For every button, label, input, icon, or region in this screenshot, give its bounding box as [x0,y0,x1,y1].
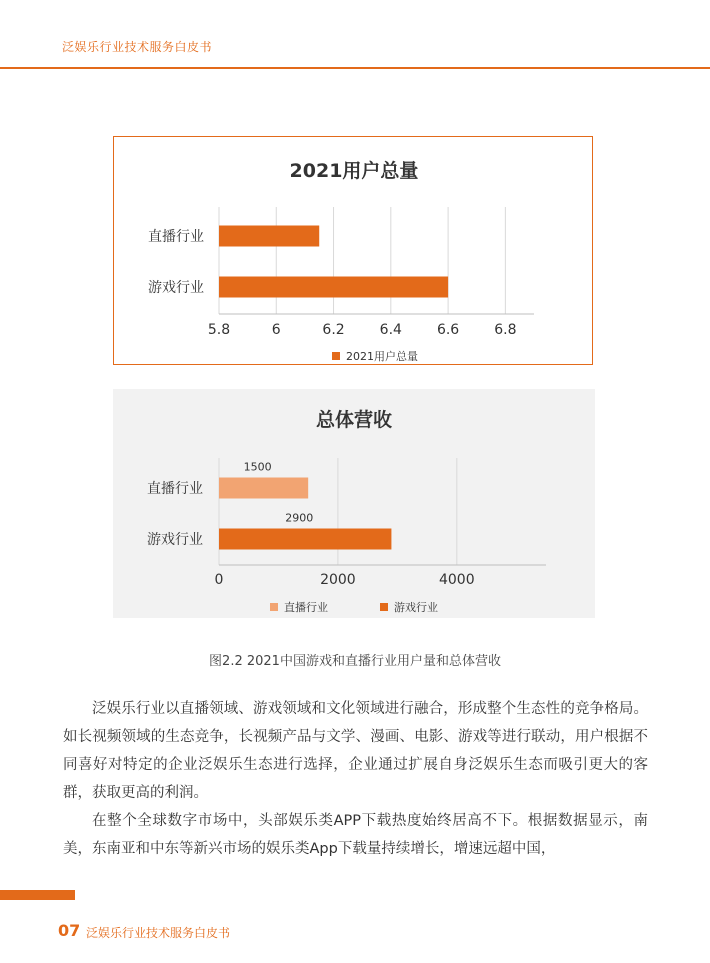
bar [219,277,448,298]
revenue-chart [113,389,595,618]
category-label: 游戏行业 [148,280,204,296]
page-number: 07 [58,921,81,940]
x-tick-label: 5.8 [207,322,231,338]
paragraph-2: 在整个全球数字市场中，头部娱乐类APP下载热度始终居高不下。根据数据显示，南美，东南亚和中东等新兴市场的娱乐类App下载量持续增长，增速远超中国， [63,813,648,857]
x-tick-label: 6.6 [436,322,460,338]
bar [219,529,391,550]
user-total-chart-svg [114,137,594,366]
bar [219,226,319,247]
revenue-chart-svg [113,389,595,618]
legend-label: 2021用户总量 [346,350,418,363]
legend-swatch [380,603,388,611]
chart-title: 2021用户总量 [289,160,419,182]
header-rule [0,67,710,69]
x-tick-label: 4000 [438,572,475,588]
data-label: 2900 [285,511,314,525]
legend-label: 游戏行业 [394,601,438,614]
legend-swatch [270,603,278,611]
bar [219,478,308,499]
chart-title: 总体营收 [315,409,393,431]
data-label: 1500 [243,460,272,474]
x-tick-label: 6.8 [494,322,517,338]
x-tick-label: 6 [271,322,281,338]
user-total-chart [113,136,593,365]
header-title: 泛娱乐行业技术服务白皮书 [62,40,213,54]
x-tick-label: 6.4 [379,322,402,338]
category-label: 直播行业 [148,229,204,245]
footer-title: 泛娱乐行业技术服务白皮书 [86,926,231,940]
legend-label: 直播行业 [284,601,328,614]
x-tick-label: 0 [214,572,224,588]
paragraph-1: 泛娱乐行业以直播领域、游戏领域和文化领域进行融合，形成整个生态性的竞争格局。如长视频领域的生态竞争，长视频产品与文学、漫画、电影、游戏等进行联动，用户根据不同喜好对特定的企业泛娱乐生态进行选择，企业通过扩展自身泛娱乐生态而吸引更大的客群，获取更高的利润。 [63,701,648,801]
body-text [63,695,648,863]
x-tick-label: 6.2 [322,322,345,338]
figure-caption: 图2.2 2021中国游戏和直播行业用户量和总体营收 [209,654,501,669]
x-tick-label: 2000 [320,572,356,588]
category-label: 直播行业 [147,481,203,497]
legend-swatch [332,352,340,360]
footer-accent-bar [0,890,75,900]
category-label: 游戏行业 [147,532,203,548]
